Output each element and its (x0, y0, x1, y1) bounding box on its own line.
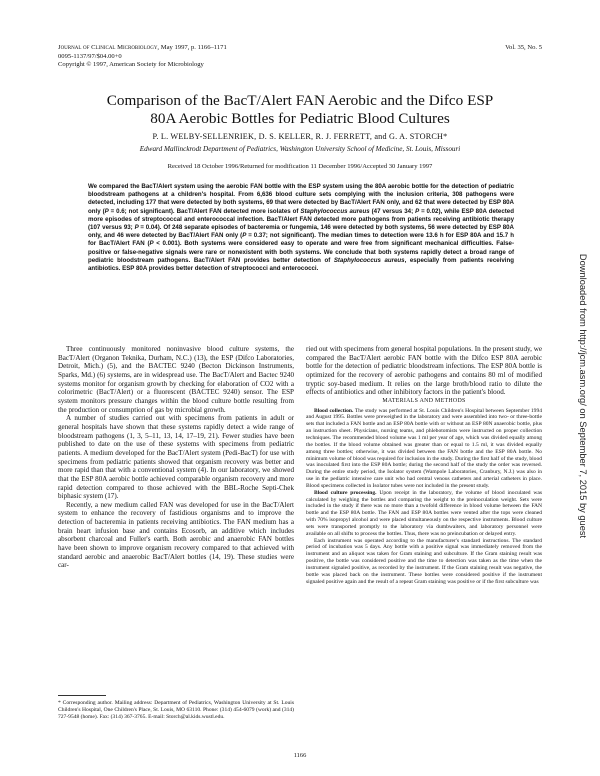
issn: 0095-1137/97/$04.00+0 (58, 52, 122, 60)
received-dates: Received 18 October 1996/Returned for modification 11 December 1996/Accepted 30 January 1997 (167, 163, 433, 170)
intro-paragraph: Three continuously monitored noninvasive blood culture systems, the BacT/Alert (Organon Teknika, Durham, N.C.) (13), the ESP (Difco Laboratories, Detroit, Mich.) (5), and the BACTEC 9240 (Becton Dickinson Instruments, Sparks, Md.) (6) systems, are in widespread use. The BacT/Alert and Bactec 9240 systems monitor for organism growth by checking for elaboration of CO2 with a colorimetric (BacT/Alert) or a fluorescent (BACTEC 9240) sensor. The ESP system monitors pressure changes within the blood culture bottle resulting from the production or consumption of gas by microbial growth. (58, 345, 294, 414)
abstract-text: 0.37; not significant). The median times to detection were 13.6 h for ESP 80A and 15.7 h for BacT/Alert FAN ( (88, 232, 514, 248)
running-header (58, 44, 227, 70)
volume-number: Vol. 35, No. 5 (505, 44, 542, 51)
abstract-text: 0.001). Both systems were considered easy to operate and were free from significant mechanical difficulties. False-positive or false-negative signals were rare or nonexistent with both systems. We conclude that both systems rapidly detect a broad range of pediatric bloodstream pathogens. BacT/Alert FAN provides better detection of (88, 240, 515, 264)
title-line-1: Comparison of the BacT/Alert FAN Aerobic and the Difco ESP (106, 92, 494, 109)
p-value-label: P = (242, 232, 252, 240)
methods-paragraph: Each instrument was operated according to the manufacturer's standard instructions. The standard period of incubation was 5 days. Any bottle with a positive signal was immediately removed from the instrument and an aliquot was taken for Gram staining and subculture. If the Gram staining result was positive, the bottle was considered positive and the time to detection was taken as the time when the instrument signaled positive, as recorded by the instrument. If the Gram staining result was negative, the bottle was placed back on the instrument. These bottles were considered positive if the instrument signaled positive again and the result of a repeat Gram staining was positive or if the first subculture was (306, 537, 542, 585)
abstract (88, 183, 514, 273)
abstract-text: 0.02), while ESP 80A detected more episodes of streptococcal and enterococcal infection. BacT/Alert FAN detected more pathogens from patients receiving antibiotic therapy (107 versus 93; (88, 207, 514, 232)
page-number: 1166 (293, 752, 307, 759)
intro-paragraph: Recently, a new medium called FAN was developed for use in the BacT/Alert system to enhance the recovery of fastidious organisms and to improve the detection of bacteremia in patients receiving antibiotics. The FAN medium has a brain heart infusion base and contains Ecosorb, an additive which includes absorbent charcoal and Fuller's earth. Both aerobic and anaerobic FAN bottles have been shown to improve organism recovery compared to that achieved with standard aerobic and anaerobic BacT/Alert bottles (14, 19). These studies were car- (58, 500, 294, 570)
article-title (58, 92, 542, 128)
methods-text (306, 408, 542, 586)
issue-date-pages: May 1997, p. 1166–1171 (160, 44, 227, 51)
left-column (58, 345, 294, 570)
abstract-text: (47 versus 34; (369, 207, 416, 215)
section-heading: MATERIALS AND METHODS (382, 397, 466, 404)
paragraph-body: Upon receipt in the laboratory, the volume of blood inoculated was calculated by weighing the bottles and comparing the weight to the preinoculation weight. Sets were included in the study if there was no more than a twofold difference in blood volume between the FAN bottle and the ESP 80A bottle. The FAN and ESP 80A bottles were vented after the tops were cleaned with 70% isopropyl alcohol and were placed simultaneously on the respective instruments. Blood culture sets were transported promptly to the laboratory via dumbwaiters, and laboratory personnel were available on all shifts to process the bottles. Thus, there was no preincubation or delayed entry. (306, 489, 542, 537)
journal-name: Journal of Clinical Microbiology, (58, 44, 160, 51)
download-watermark-text[interactable]: Downloaded from http://jcm.asm.org/ on September 7, 2015 by guest (578, 253, 588, 539)
footnote-divider (58, 695, 106, 696)
intro-paragraph: A number of studies carried out with specimens from patients in adult or general hospitals have shown that these systems rapidly detect a wide range of bloodstream pathogens (1, 3, 5–11, 13, 14, 17–19, 21). Fewer studies have been published to date on the use of these systems with specimens from pediatric patients. A medium developed for the BacT/Alert system (Pedi-BacT) for use with specimens from pediatric patients showed that organism recovery was better and more rapid than that with a conventional system (4). In our laboratory, we showed that the ESP 80A aerobic bottle achieved comparable organism recovery and more rapid detection compared to those achieved with the BBL-Roche Septi-Chek biphasic system (17). (58, 414, 294, 501)
affiliation: Edward Mallinckrodt Department of Pediatrics, Washington University School of Medicine, St. Louis, Missouri (139, 145, 461, 153)
right-column (306, 345, 542, 586)
methods-paragraph (306, 490, 542, 538)
copyright: Copyright © 1997, American Society for Microbiology (58, 61, 204, 69)
abstract-text: 0.6; not significant). BacT/Alert FAN detected more isolates of (116, 207, 301, 215)
abstract-text: , especially from patients receiving antibiotics. ESP 80A provides better detection of streptococci and enterococci. (88, 256, 515, 273)
p-value-label: P < (149, 240, 160, 248)
organism-name: Staphylococcus aureus (333, 256, 405, 264)
abstract-text: 0.04). Of 248 separate episodes of bacteremia or fungemia, 146 were detected by both systems, 56 were detected by ESP 80A only, and 46 were detected by BacT/Alert FAN only ( (88, 224, 514, 240)
p-value-label: P = (134, 224, 144, 232)
p-value-label: P = (104, 207, 115, 215)
methods-paragraph (306, 408, 542, 490)
abstract-text: We compared the BacT/Alert system using the aerobic FAN bottle with the ESP system using the 80A aerobic bottle for the detection of pediatric bloodstream pathogens at a children's hospital. From 6,636 blood culture sets complying with the inclusion criteria, 308 pathogens were detected, including 177 that were detected by both systems, 69 that were detected by BacT/Alert FAN only, and 62 that were detected by ESP 80A only ( (88, 183, 514, 215)
title-line-2: 80A Aerobic Bottles for Pediatric Blood Cultures (150, 110, 450, 127)
p-value-label: P = (415, 207, 425, 215)
paragraph-lead: Blood culture processing. (314, 489, 377, 496)
paragraph-body: The study was performed at St. Louis Children's Hospital between September 1994 and August 1995. Bottles were preweighed in the laboratory and were assembled into two- or three-bottle sets that included a FAN bottle and an ESP 80A bottle with or without an ESP 80N anaerobic bottle, plus an instruction sheet. Physicians, nursing teams, and phlebotomists were instructed on proper collection techniques. The recommended blood volume was 1 ml per year of age, which was divided equally among the bottles. If the blood volume obtained was greater than or equal to 1.5 ml, it was divided equally among three bottles; otherwise, it was divided between the FAN bottle and the ESP 80A bottle. No minimum volume of blood was required for inclusion in the study. During the first half of the study, blood was inoculated first into the ESP 80A bottle; during the second half of the study the order was reversed. During the entire study period, the Isolator system (Wampole Laboratories, Cranbury, N.J.) was also in use in the pediatric intensive care unit who had central venous catheters and arterial catheters in place. Blood specimens collected in Isolator tubes were not included in the present study. (306, 407, 542, 489)
intro-paragraph: ried out with specimens from general hospital populations. In the present study, we compared the BacT/Alert aerobic FAN bottle with the Difco ESP 80A aerobic bottle for the detection of pediatric bloodstream infections. The ESP 80A bottle is optimized for the recovery of aerobic pathogens and contains 80 ml of modified tryptic soy-based medium. It relies on the large broth/blood ratio to dilute the effects of antibiotics and other inhibitory factors in the patient's blood. (306, 345, 542, 397)
organism-name: Staphylococcus aureus (300, 207, 370, 215)
author-list: P. L. WELBY-SELLENRIEK, D. S. KELLER, R. J. FERRETT, and G. A. STORCH* (152, 132, 448, 141)
corresponding-author-footnote: * Corresponding author. Mailing address: Department of Pediatrics, Washington University at St. Louis Children's Hospital, One Children's Place, St. Louis, MO 63110. Phone: (314) 454-6079 (work) and (314) 727-9548 (home). Fax: (314) 367-3765. E-mail: Storch@al.kids.wustl.edu. (58, 700, 294, 721)
paragraph-lead: Blood collection. (314, 407, 354, 414)
